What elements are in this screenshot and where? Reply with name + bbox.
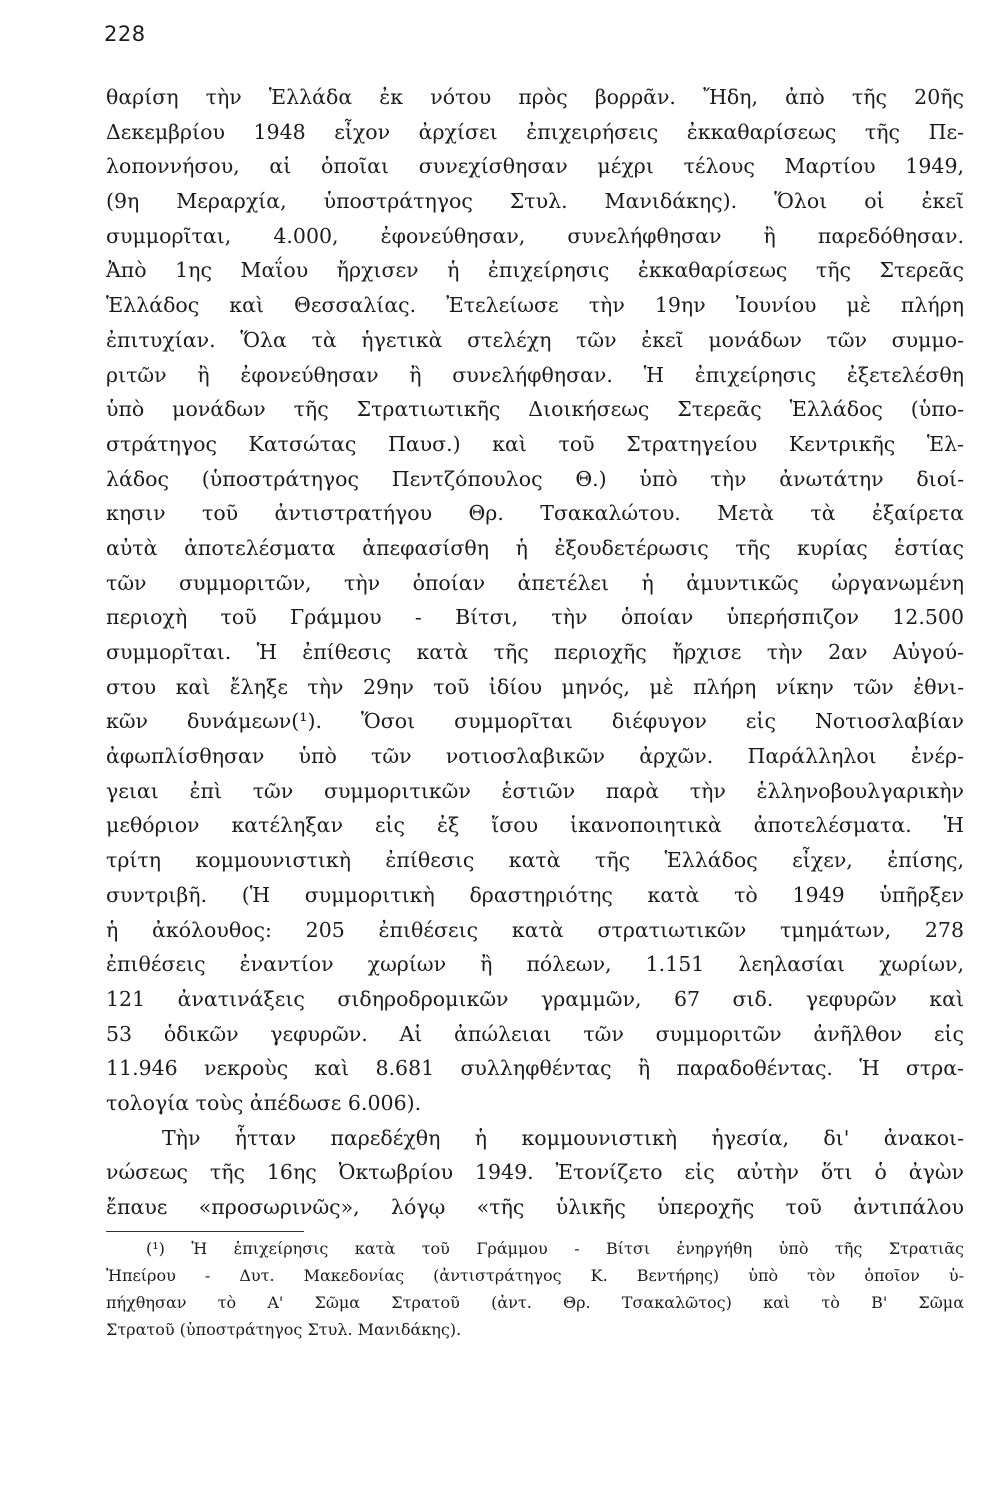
text-line: ἐπιτυχίαν. Ὅλα τὰ ἡγετικὰ στελέχη τῶν ἐκεῖ μονάδων τῶν συμμο- <box>106 327 964 352</box>
text-line: συμμορῖται, 4.000, ἐφονεύθησαν, συνελήφθησαν ἢ παρεδόθησαν. <box>106 223 964 248</box>
footnote-line: Ἠπείρου - Δυτ. Μακεδονίας (ἀντιστράτηγος Κ. Βεντήρης) ὑπὸ τὸν ὁποῖον ὑ- <box>106 1266 964 1286</box>
text-line: στου καὶ ἔληξε τὴν 29ην τοῦ ἰδίου μηνός, μὲ πλήρη νίκην τῶν ἐθνι- <box>106 674 964 699</box>
text-line: ἔπαυε «προσωρινῶς», λόγῳ «τῆς ὑλικῆς ὑπεροχῆς τοῦ ἀντιπάλου <box>106 1195 964 1219</box>
page-number: 228 <box>104 22 146 46</box>
text-line: Ἑλλάδος καὶ Θεσσαλίας. Ἐτελείωσε τὴν 19ην Ἰουνίου μὲ πλήρη <box>106 293 964 318</box>
text-line: κησιν τοῦ ἀντιστρατήγου Θρ. Τσακαλώτου. Μετὰ τὰ ἐξαίρετα <box>106 501 964 526</box>
text-line: ἀφωπλίσθησαν ὑπὸ τῶν νοτιοσλαβικῶν ἀρχῶν. Παράλληλοι ἐνέρ- <box>106 744 964 769</box>
text-line: Τὴν ἧτταν παρεδέχθη ἡ κομμουνιστικὴ ἡγεσία, δι' ἀνακοι- <box>162 1125 964 1150</box>
text-line: συντριβῆ. (Ἡ συμμοριτικὴ δραστηριότης κατὰ τὸ 1949 ὑπῆρξεν <box>106 882 964 907</box>
text-line: λάδος (ὑποστράτηγος Πεντζόπουλος Θ.) ὑπὸ τὴν ἀνωτάτην διοί- <box>106 466 964 491</box>
text-line: (9η Μεραρχία, ὑποστράτηγος Στυλ. Μανιδάκης). Ὅλοι οἱ ἐκεῖ <box>106 189 964 214</box>
text-line: λοποννήσου, αἱ ὁποῖαι συνεχίσθησαν μέχρι τέλους Μαρτίου 1949, <box>106 154 964 179</box>
footnote-divider <box>106 1231 304 1232</box>
text-line: στράτηγος Κατσώτας Παυσ.) καὶ τοῦ Στρατηγείου Κεντρικῆς Ἑλ- <box>106 431 964 456</box>
text-line: θαρίση τὴν Ἑλλάδα ἐκ νότου πρὸς βορρᾶν. Ἤδη, ἀπὸ τῆς 20ῆς <box>106 85 964 109</box>
text-line: κῶν δυνάμεων(¹). Ὅσοι συμμορῖται διέφυγον εἰς Νοτιοσλαβίαν <box>106 709 964 734</box>
body-text <box>106 80 964 1225</box>
text-line: μεθόριον κατέληξαν εἰς ἐξ ἴσου ἱκανοποιητικὰ ἀποτελέσματα. Ἡ <box>106 813 964 838</box>
text-line: αὐτὰ ἀποτελέσματα ἀπεφασίσθη ἡ ἐξουδετέρωσις τῆς κυρίας ἑστίας <box>106 535 964 560</box>
text-line: 53 ὁδικῶν γεφυρῶν. Αἱ ἀπώλειαι τῶν συμμοριτῶν ἀνῆλθον εἰς <box>106 1021 964 1046</box>
text-line: ὑπὸ μονάδων τῆς Στρατιωτικῆς Διοικήσεως Στερεᾶς Ἑλλάδος (ὑπο- <box>106 397 964 422</box>
text-line: τρίτη κομμουνιστικὴ ἐπίθεσις κατὰ τῆς Ἑλλάδος εἶχεν, ἐπίσης, <box>106 848 964 873</box>
text-line: τολογία τοὺς ἀπέδωσε 6.006). <box>106 1090 422 1115</box>
footnote-line: Στρατοῦ (ὑποστράτηγος Στυλ. Μανιδάκης). <box>106 1320 462 1340</box>
text-line: 121 ἀνατινάξεις σιδηροδρομικῶν γραμμῶν, 67 σιδ. γεφυρῶν καὶ <box>106 986 964 1011</box>
text-line: Ἀπὸ 1ης Μαΐου ἤρχισεν ἡ ἐπιχείρησις ἐκκαθαρίσεως τῆς Στερεᾶς <box>106 258 964 283</box>
text-line: Δεκεμβρίου 1948 εἶχον ἀρχίσει ἐπιχειρήσεις ἐκκαθαρίσεως τῆς Πε- <box>106 119 964 144</box>
text-line: περιοχὴ τοῦ Γράμμου - Βίτσι, τὴν ὁποίαν ὑπερήσπιζον 12.500 <box>106 605 964 630</box>
footnote-line: πήχθησαν τὸ Α' Σῶμα Στρατοῦ (ἀντ. Θρ. Τσακαλῶτος) καὶ τὸ Β' Σῶμα <box>106 1293 964 1313</box>
text-line: γειαι ἐπὶ τῶν συμμοριτικῶν ἑστιῶν παρὰ τὴν ἑλληνοβουλγαρικὴν <box>106 778 964 803</box>
footnote-line: (¹) Ἡ ἐπιχείρησις κατὰ τοῦ Γράμμου - Βίτσι ἐνηργήθη ὑπὸ τῆς Στρατιᾶς <box>146 1239 964 1259</box>
text-line: ἐπιθέσεις ἐναντίον χωρίων ἢ πόλεων, 1.151 λεηλασίαι χωρίων, <box>106 952 964 977</box>
text-line: συμμορῖται. Ἡ ἐπίθεσις κατὰ τῆς περιοχῆς ἤρχισε τὴν 2αν Αὐγού- <box>106 640 964 664</box>
text-line: ἡ ἀκόλουθος: 205 ἐπιθέσεις κατὰ στρατιωτικῶν τμημάτων, 278 <box>106 917 964 942</box>
text-line: 11.946 νεκροὺς καὶ 8.681 συλληφθέντας ἢ παραδοθέντας. Ἡ στρα- <box>106 1056 964 1081</box>
text-line: ριτῶν ἢ ἐφονεύθησαν ἢ συνελήφθησαν. Ἡ ἐπιχείρησις ἐξετελέσθη <box>106 362 964 387</box>
text-line: τῶν συμμοριτῶν, τὴν ὁποίαν ἀπετέλει ἡ ἀμυντικῶς ὠργανωμένη <box>106 570 964 595</box>
text-line: νώσεως τῆς 16ης Ὀκτωβρίου 1949. Ἐτονίζετο εἰς αὐτὴν ὅτι ὁ ἀγὼν <box>106 1160 964 1185</box>
footnote <box>106 1235 964 1343</box>
